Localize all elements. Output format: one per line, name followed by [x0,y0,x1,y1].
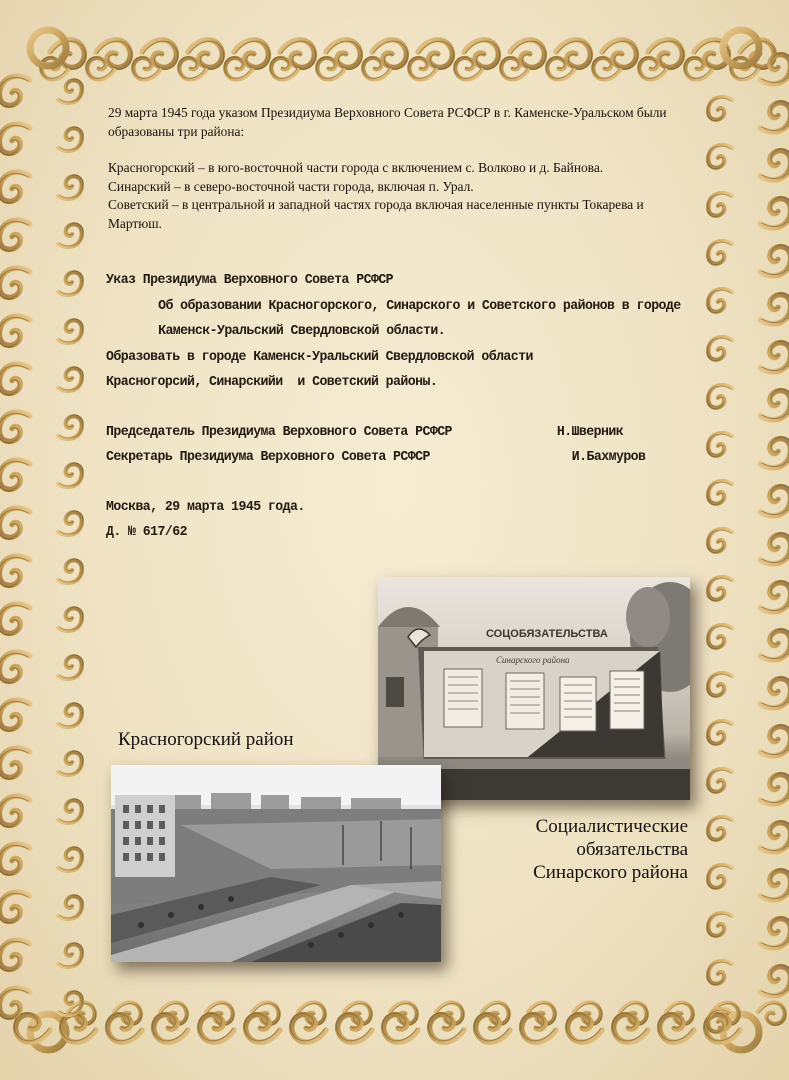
ornament-curl [707,961,732,985]
ornament-curl [707,721,732,745]
ornament-curl [707,577,732,601]
ornament-curl [760,437,789,468]
ornament-curl [707,337,732,361]
decree-subject-line-1: Об образовании Красногорского, Синарского и Советского районов в городе [158,297,681,314]
ornament-curl [707,769,732,793]
ornament-curl [0,268,30,299]
ornament-curl [707,241,732,265]
ornament-curl [510,40,546,69]
district-sinarsky: Синарский – в северо-восточной части города, включая п. Урал. [108,178,474,194]
ornament-curl [0,604,30,635]
ornament-curl [58,559,83,583]
ornament-curl [760,101,789,132]
ornament-curl [372,40,408,69]
intro-text [108,104,700,233]
ornament-curl [58,79,83,103]
ornament-curl [106,1013,142,1042]
ornament-curl [58,799,83,823]
ornament-curl [0,796,30,827]
ornament-curl [58,847,83,871]
ornament-curl [0,220,30,251]
ornament-curl [707,433,732,457]
secretary-role: Секретарь Президиума Верховного Совета РСФСР [106,449,430,465]
ornament-curl [707,529,732,553]
ornament-curl [0,508,30,539]
ornament-curl [602,40,638,69]
chairman-role: Председатель Президиума Верховного Совета РСФСР [106,423,452,440]
ornament-curl [58,271,83,295]
ornament-curl [760,533,789,564]
ornament-curl [474,1013,510,1042]
ornament-curl [0,748,30,779]
ornament-curl [58,943,83,967]
ornament-curl [760,869,789,900]
ornament-curl [658,1013,694,1042]
ornament-curl [707,625,732,649]
ornament-curl [707,385,732,409]
secretary-name: И.Бахмуров [571,449,646,465]
ornament-curl [58,415,83,439]
decree-subject-line-2: Каменск-Уральский Свердловской области. [158,323,446,339]
decree-title: Указ Президиума Верховного Совета РСФСР [106,272,394,288]
ornament-curl [760,581,789,612]
ornament-curl [58,895,83,919]
district-krasnogorsky: Красногорский – в юго-восточной части города с включением с. Волково и д. Байнова. [108,160,604,175]
ornament-curl [760,341,789,372]
ornament-curl [760,197,789,228]
ornament-curl [0,700,30,731]
ornament-curl [0,652,30,683]
ornament-curl [0,892,30,923]
ornament-curl [58,319,83,343]
ornament-curl [142,40,178,69]
ornament-curl [58,367,83,391]
ornament-curl [707,97,732,121]
ornament-curl [612,1013,648,1042]
ornament-curl [234,40,270,69]
ornament-curl [418,40,454,69]
secretary-signature [106,445,645,471]
ornament-curl [760,389,789,420]
ornament-curl [648,40,684,69]
ornament-curl [707,481,732,505]
ornament-curl [58,223,83,247]
ornament-curl [58,511,83,535]
chairman-signature [106,420,645,446]
ornament-curl [760,773,789,804]
caption-sinarsky-line-3: Синарского района [533,862,688,883]
caption-krasnogorsky: Красногорский район [118,729,294,750]
decree-body-line-1: Образовать в городе Каменск-Уральский Свердловской области [106,348,533,365]
photo-banner-subtext: Синарского района [496,655,570,665]
ornament-curl [428,1013,464,1042]
ornament-curl [326,40,362,69]
place-date: Москва, 29 марта 1945 года. [106,498,305,515]
ornament-curl [760,485,789,516]
ornament-curl [707,865,732,889]
photo-krasnogorsky-district [111,765,441,962]
ornament-curl [760,629,789,660]
document-number: Д. № 617/62 [106,524,187,540]
ornament-curl [556,40,592,69]
ornament-curl [188,40,224,69]
ornament-curl [58,463,83,487]
ornament-curl [280,40,316,69]
ornament-curl [0,844,30,875]
ornament-curl [58,175,83,199]
ornament-curl [0,364,30,395]
ornament-curl [382,1013,418,1042]
ornament-curl [760,293,789,324]
ornament-curl [290,1013,326,1042]
ornament-curl [760,149,789,180]
ornament-curl [58,751,83,775]
ornament-curl [0,940,30,971]
ornament-curl [707,673,732,697]
ornament-curl [707,145,732,169]
caption-sinarsky-line-2: обязательства [576,839,688,860]
ornament-curl [760,917,789,948]
ornament-curl [760,677,789,708]
ornament-curl [336,1013,372,1042]
ornament-curl [760,965,789,996]
ornament-curl [58,607,83,631]
ornament-curl [520,1013,556,1042]
ornament-curl [707,289,732,313]
ornament-curl [198,1013,234,1042]
chairman-name: Н.Шверник [556,423,624,440]
ornament-curl [758,1003,786,1026]
ornament-curl [0,412,30,443]
intro-paragraph: 29 марта 1945 года указом Президиума Верховного Совета РСФСР в г. Каменске-Уральском были образованы три района: [108,105,667,139]
caption-sinarsky [478,815,688,884]
ornament-curl [0,556,30,587]
ornament-curl [707,193,732,217]
ornament-curl [58,127,83,151]
ornament-curl [58,655,83,679]
ornament-curl [760,725,789,756]
ornament-curl [152,1013,188,1042]
ornament-curl [707,817,732,841]
ornament-curl [707,913,732,937]
district-sovetsky: Советский – в центральной и западной частях города включая населенные пункты Токарева и Мартюш. [108,197,644,231]
decree-text [106,268,681,546]
ornament-curl [0,172,30,203]
ornament-curl [0,76,30,107]
ornament-curl [58,703,83,727]
ornament-curl [464,40,500,69]
photo-banner-text: СОЦОБЯЗАТЕЛЬСТВА [486,628,608,640]
ornament-curl [0,316,30,347]
caption-sinarsky-line-1: Социалистические [535,816,688,837]
decree-body-line-2: Красногорсий, Синарскийи и Советский районы. [106,374,438,390]
ornament-curl [0,460,30,491]
ornament-curl [760,821,789,852]
ornament-curl [96,40,132,69]
ornament-curl [0,124,30,155]
ornament-curl [566,1013,602,1042]
ornament-curl [760,245,789,276]
ornament-curl [244,1013,280,1042]
